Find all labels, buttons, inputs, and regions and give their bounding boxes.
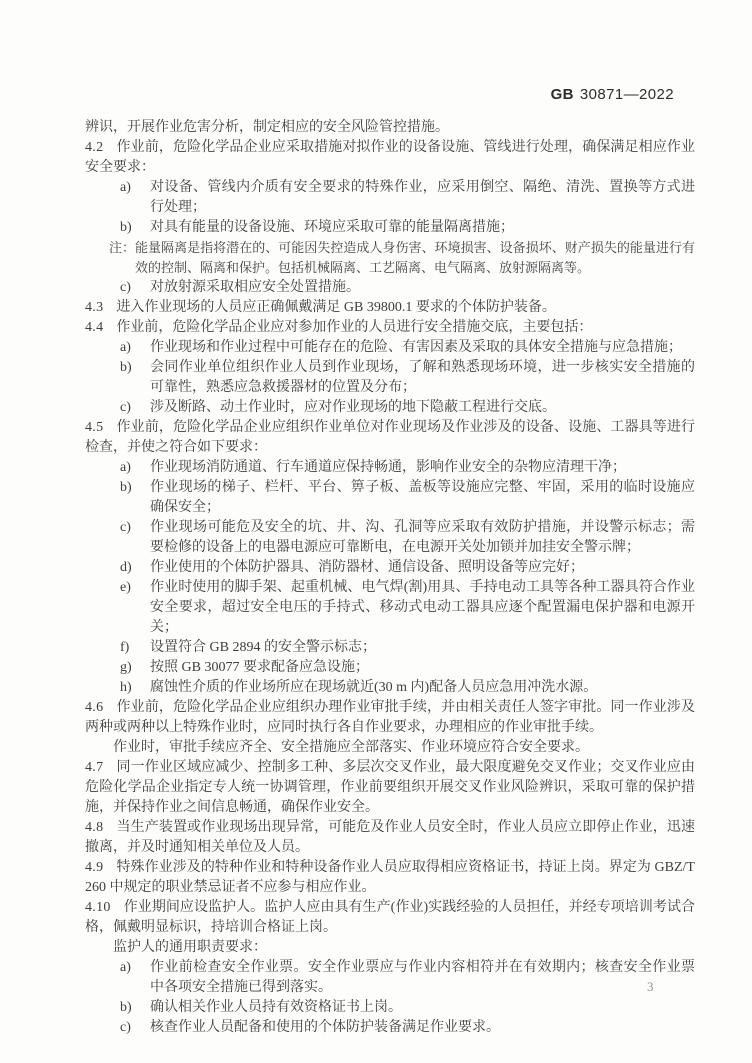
note-text: 能量隔离是指将潜在的、可能因失控造成人身伤害、环境损害、设备损坏、财产损失的能量进行有效的控制、隔离和保护。包括机械隔离、工艺隔离、电气隔离、放射源隔离等。: [135, 240, 695, 275]
section-paragraph: [85, 758, 695, 818]
list-item: [85, 638, 695, 658]
section-number: 4.9: [85, 860, 104, 875]
list-item: [85, 998, 695, 1018]
section-text: 作业前，危险化学品企业应组织作业单位对作业现场及作业涉及的设备、设施、工器具等进行检查，并使之符合如下要求：: [85, 420, 695, 455]
list-item: [85, 558, 695, 578]
section-paragraph: [85, 858, 695, 898]
item-marker: b): [120, 480, 132, 495]
item-text: 作业现场消防通道、行车通道应保持畅通，影响作业安全的杂物应清理干净；: [150, 460, 626, 475]
list-item: [85, 338, 695, 358]
item-text: 对放射源采取相应安全处置措施。: [150, 280, 360, 295]
section-paragraph: [85, 698, 695, 738]
list-item: [85, 678, 695, 698]
paragraph: 辨识，开展作业危害分析，制定相应的安全风险管控措施。: [85, 120, 449, 135]
item-text: 作业现场可能危及安全的坑、井、沟、孔洞等应采取有效防护措施，并设警示标志；需要检修的设备上的电器电源应可靠断电，在电源开关处加锁并加挂安全警示牌；: [150, 520, 695, 555]
list-item: [85, 358, 695, 398]
standard-prefix: GB: [550, 86, 574, 103]
section-text: 作业前，危险化学品企业应对参加作业的人员进行安全措施交底，主要包括：: [116, 320, 593, 335]
section-text: 同一作业区域应减少、控制多工种、多层次交叉作业，最大限度避免交叉作业；交叉作业应由危险化学品企业指定专人统一协调管理，作业前要组织开展交叉作业风险辨识，采取可靠的保护措施，并保持作业之间信息畅通，确保作业安全。: [85, 760, 695, 815]
item-text: 作业使用的个体防护器具、消防器材、通信设备、照明设备等应完好；: [150, 560, 584, 575]
item-marker: f): [120, 640, 130, 655]
item-marker: e): [120, 580, 131, 595]
item-text: 确认相关作业人员持有效资格证书上岗。: [150, 1000, 402, 1015]
item-marker: c): [120, 1020, 131, 1035]
item-text: 腐蚀性介质的作业场所应在现场就近(30 m 内)配备人员应急用冲洗水源。: [150, 680, 598, 695]
section-number: 4.2: [85, 140, 104, 155]
list-item: [85, 658, 695, 678]
item-marker: a): [120, 340, 131, 355]
section-paragraph: [85, 138, 695, 178]
item-marker: c): [120, 400, 131, 415]
list-item: [85, 578, 695, 638]
item-text: 作业现场和作业过程中可能存在的危险、有害因素及采取的具体安全措施与应急措施；: [150, 340, 682, 355]
document-body: [85, 118, 695, 1038]
list-item: [85, 278, 695, 298]
page-number: 3: [647, 979, 654, 994]
item-marker: a): [120, 960, 131, 975]
section-number: 4.5: [85, 420, 104, 435]
item-text: 会同作业单位组织作业人员到作业现场，了解和熟悉现场环境，进一步核实安全措施的可靠性，熟悉应急救援器材的位置及分布；: [150, 360, 695, 395]
section-paragraph: [85, 898, 695, 938]
item-marker: a): [120, 460, 131, 475]
item-marker: g): [120, 660, 132, 675]
section-number: 4.8: [85, 820, 104, 835]
note-label: 注：: [109, 240, 136, 255]
section-number: 4.4: [85, 320, 104, 335]
item-text: 对具有能量的设备设施、环境应采取可靠的能量隔离措施；: [150, 220, 514, 235]
section-number: 4.6: [85, 700, 104, 715]
item-text: 作业现场的梯子、栏杆、平台、箅子板、盖板等设施应完整、牢固，采用的临时设施应确保安全；: [150, 480, 695, 515]
indented-paragraph: 监护人的通用职责要求：: [113, 940, 267, 955]
list-item: [85, 398, 695, 418]
section-text: 作业期间应设监护人。监护人应由具有生产(作业)实践经验的人员担任，并经专项培训考试合格，佩戴明显标识，持培训合格证上岗。: [85, 900, 695, 935]
section-number: 4.7: [85, 760, 104, 775]
item-text: 按照 GB 30077 要求配备应急设施；: [150, 660, 369, 675]
section-paragraph: [85, 418, 695, 458]
item-marker: c): [120, 280, 131, 295]
item-text: 涉及断路、动土作业时，应对作业现场的地下隐蔽工程进行交底。: [150, 400, 556, 415]
section-text: 进入作业现场的人员应正确佩戴满足 GB 39800.1 要求的个体防护装备。: [116, 300, 556, 315]
list-item: [85, 1018, 695, 1038]
section-paragraph: [85, 298, 695, 318]
list-item: [85, 958, 695, 998]
item-text: 作业时使用的脚手架、起重机械、电气焊(割)用具、手持电动工具等各种工器具符合作业安全要求，超过安全电压的手持式、移动式电动工器具应逐个配置漏电保护器和电源开关；: [150, 580, 695, 635]
item-text: 对设备、管线内介质有安全要求的特殊作业，应采用倒空、隔绝、清洗、置换等方式进行处理；: [150, 180, 695, 215]
section-text: 当生产装置或作业现场出现异常，可能危及作业人员安全时，作业人员应立即停止作业，迅速撤离，并及时通知相关单位及人员。: [85, 820, 695, 855]
item-marker: h): [120, 680, 132, 695]
item-marker: b): [120, 360, 132, 375]
standard-code: 30871—2022: [579, 86, 674, 103]
list-item: [85, 518, 695, 558]
list-item: [85, 178, 695, 218]
section-number: 4.10: [85, 900, 111, 915]
item-text: 核查作业人员配备和使用的个体防护装备满足作业要求。: [150, 1020, 500, 1035]
item-marker: b): [120, 220, 132, 235]
item-text: 作业前检查安全作业票。安全作业票应与作业内容相符并在有效期内；核查安全作业票中各项安全措施已得到落实。: [150, 960, 695, 995]
item-marker: a): [120, 180, 131, 195]
list-item: [85, 458, 695, 478]
indented-paragraph: 作业时，审批手续应齐全、安全措施应全部落实、作业环境应符合安全要求。: [113, 740, 589, 755]
item-marker: b): [120, 1000, 132, 1015]
list-item: [85, 478, 695, 518]
item-marker: c): [120, 520, 131, 535]
note-paragraph: [85, 238, 695, 278]
section-paragraph: [85, 818, 695, 858]
list-item: [85, 218, 695, 238]
section-text: 作业前，危险化学品企业应组织办理作业审批手续，并由相关责任人签字审批。同一作业涉及两种或两种以上特殊作业时，应同时执行各自作业要求，办理相应的作业审批手续。: [85, 700, 695, 735]
section-number: 4.3: [85, 300, 104, 315]
section-paragraph: [85, 318, 695, 338]
standard-number-header: [551, 86, 674, 103]
item-marker: d): [120, 560, 132, 575]
item-text: 设置符合 GB 2894 的安全警示标志；: [150, 640, 376, 655]
section-text: 作业前，危险化学品企业应采取措施对拟作业的设备设施、管线进行处理，确保满足相应作业安全要求：: [85, 140, 695, 175]
section-text: 特殊作业涉及的特种作业和特种设备作业人员应取得相应资格证书，持证上岗。界定为 GBZ/T 260 中规定的职业禁忌证者不应参与相应作业。: [85, 860, 695, 895]
